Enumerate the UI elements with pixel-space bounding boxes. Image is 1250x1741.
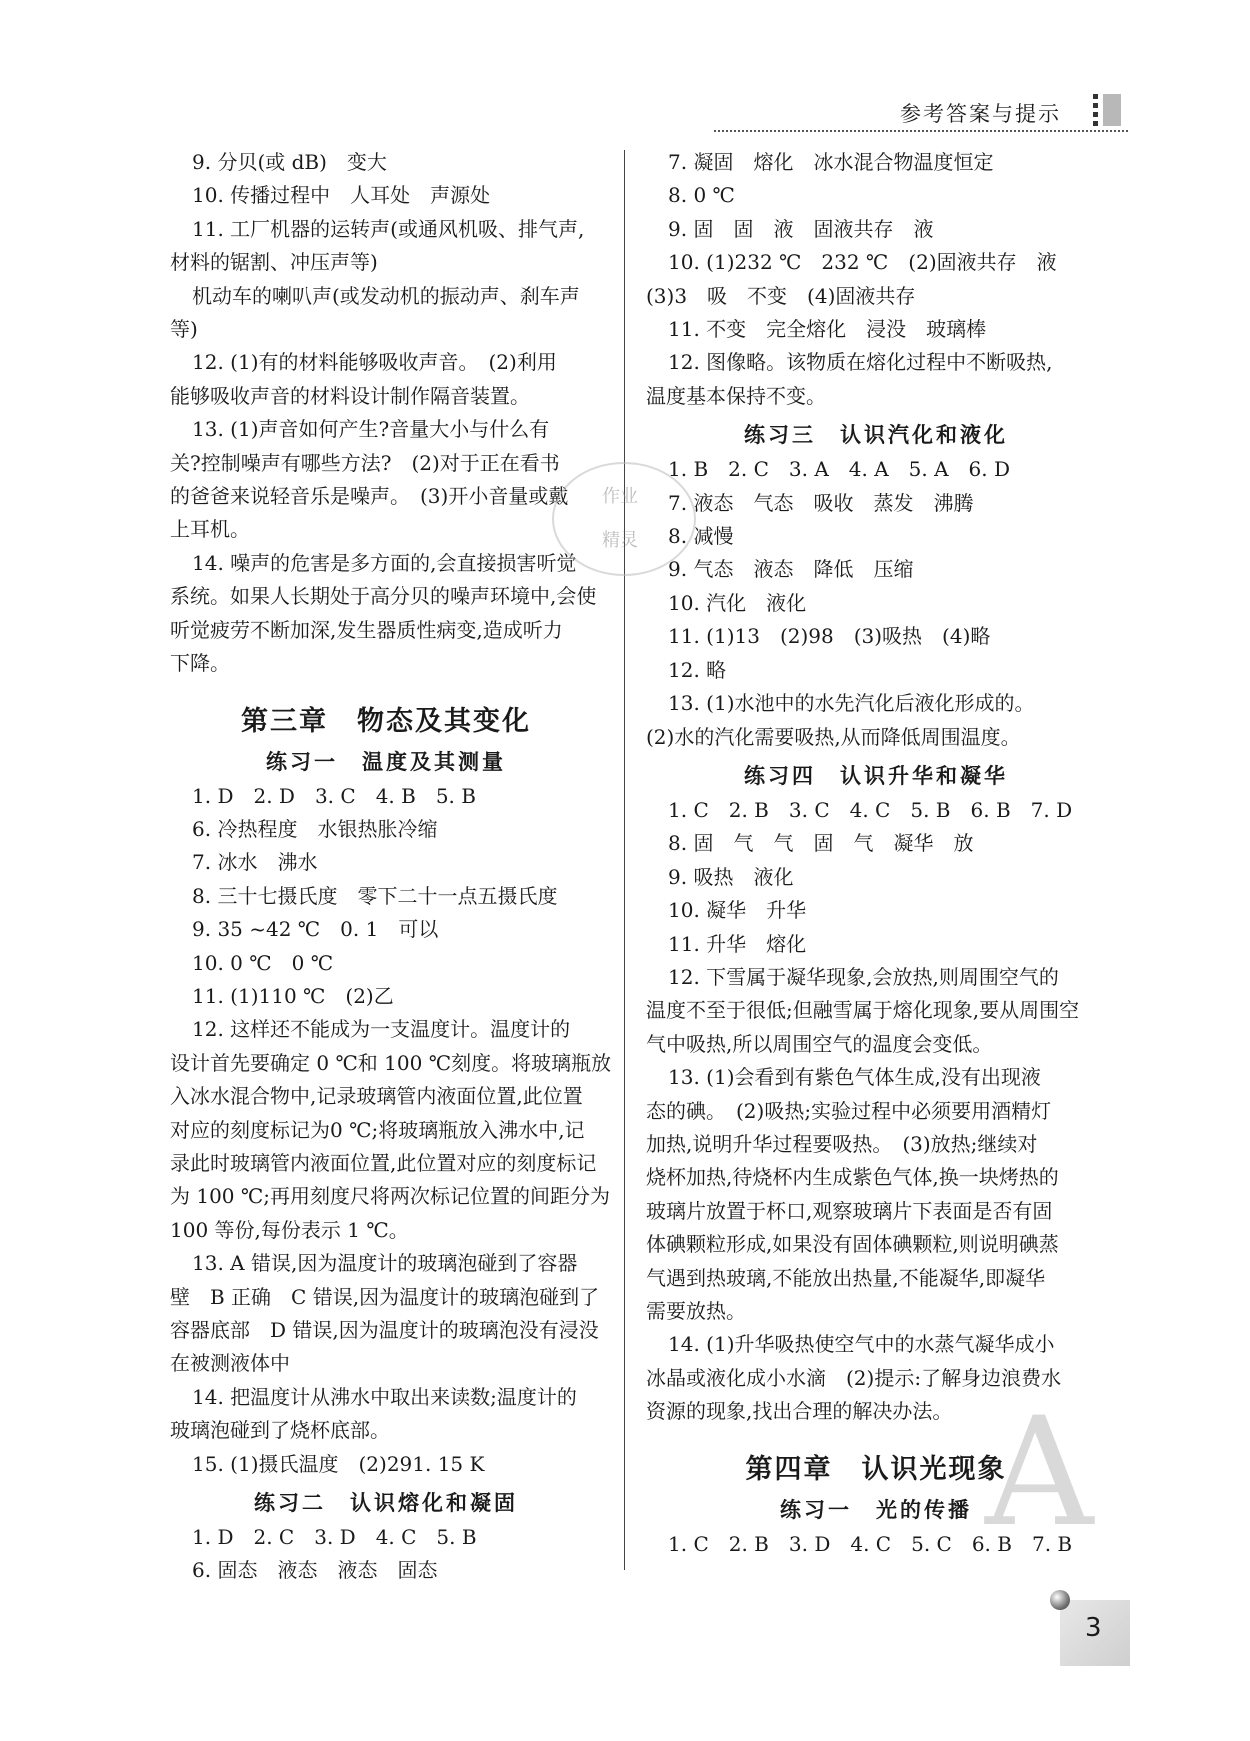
answer-line: 9. 分贝(或 dB) 变大 — [192, 150, 387, 174]
answer-line: 13. A 错误,因为温度计的玻璃泡碰到了容器 — [192, 1251, 578, 1276]
answer-line: 1. B 2. C 3. A 4. A 5. A 6. D — [668, 457, 1011, 482]
chapter-heading: 第三章 物态及其变化 — [241, 705, 531, 737]
answer-line: 1. D 2. C 3. D 4. C 5. B — [192, 1525, 477, 1550]
answer-line: 12. 下雪属于凝华现象,会放热,则周围空气的 — [668, 964, 1059, 989]
page-dot-icon — [1050, 1590, 1070, 1610]
answer-line: 13. (1)水池中的水先汽化后液化形成的。 — [668, 691, 1035, 716]
section-heading: 练习二 认识熔化和凝固 — [254, 1491, 518, 1516]
answer-line: 为 100 ℃;再用刻度尺将两次标记位置的间距分为 — [170, 1184, 610, 1209]
answer-line: 听觉疲劳不断加深,发生器质性病变,造成听力 — [170, 617, 563, 642]
answer-line: 入冰水混合物中,记录玻璃管内液面位置,此位置 — [170, 1084, 583, 1109]
section-heading: 练习一 光的传播 — [780, 1497, 972, 1522]
answer-line: 100 等份,每份表示 1 ℃。 — [170, 1217, 409, 1242]
answer-line: 7. 冰水 沸水 — [192, 850, 318, 875]
answer-line: 8. 固 气 气 固 气 凝华 放 — [668, 831, 974, 856]
answer-line: 1. C 2. B 3. C 4. C 5. B 6. B 7. D — [668, 797, 1073, 822]
answer-line: 13. (1)会看到有紫色气体生成,没有出现液 — [668, 1065, 1041, 1090]
answer-line: 8. 0 ℃ — [668, 183, 735, 208]
answer-line: 9. 气态 液态 降低 压缩 — [668, 557, 914, 582]
answer-line: 11. (1)110 ℃ (2)乙 — [192, 983, 394, 1008]
answer-line: 玻璃泡碰到了烧杯底部。 — [170, 1418, 390, 1443]
answer-line: 冰晶或液化成小水滴 (2)提示:了解身边浪费水 — [646, 1365, 1062, 1390]
right-column — [646, 146, 1106, 1561]
page-number: 3 — [1085, 1613, 1102, 1643]
answer-line: 下降。 — [170, 651, 230, 676]
answer-line: 设计首先要确定 0 ℃和 100 ℃刻度。将玻璃瓶放 — [170, 1050, 612, 1075]
answer-line: 需要放热。 — [646, 1299, 746, 1323]
section-heading: 练习一 温度及其测量 — [266, 749, 506, 774]
answer-line: 材料的锯割、冲压声等) — [170, 250, 378, 275]
answer-line: 上耳机。 — [170, 517, 250, 542]
section-heading: 练习三 认识汽化和液化 — [744, 423, 1008, 448]
answer-line: 11. 工厂机器的运转声(或通风机吸、排气声, — [192, 216, 585, 241]
answer-line: 10. 汽化 液化 — [668, 590, 807, 615]
answer-line: 加热,说明升华过程要吸热。 (3)放热;继续对 — [646, 1131, 1038, 1156]
column-divider — [624, 150, 625, 1570]
answer-line: 体碘颗粒形成,如果没有固体碘颗粒,则说明碘蒸 — [646, 1232, 1059, 1257]
answer-line: 11. (1)13 (2)98 (3)吸热 (4)略 — [668, 624, 991, 649]
answer-line: 1. C 2. B 3. D 4. C 5. C 6. B 7. B — [668, 1531, 1073, 1556]
answer-line: 机动车的喇叭声(或发动机的振动声、刹车声 — [192, 283, 580, 308]
answer-line: 录此时玻璃管内液面位置,此位置对应的刻度标记 — [170, 1150, 597, 1175]
header-block — [1103, 94, 1121, 126]
answer-line: 14. 把温度计从沸水中取出来读数;温度计的 — [192, 1384, 577, 1409]
answer-line: 关?控制噪声有哪些方法? (2)对于正在看书 — [170, 450, 560, 475]
watermark-stamp — [552, 462, 696, 576]
answer-line: 系统。如果人长期处于高分贝的噪声环境中,会使 — [170, 584, 597, 609]
answer-line: 烧杯加热,待烧杯内生成紫色气体,换一块烤热的 — [646, 1165, 1059, 1190]
left-column — [170, 146, 612, 1588]
answer-line: 11. 不变 完全熔化 浸没 玻璃棒 — [668, 317, 987, 342]
header-stripe — [1093, 94, 1098, 126]
answer-line: 温度基本保持不变。 — [646, 383, 826, 408]
answer-line: 等) — [170, 317, 198, 342]
answer-line: 14. 噪声的危害是多方面的,会直接损害听觉 — [192, 550, 577, 575]
section-heading: 练习四 认识升华和凝华 — [744, 763, 1008, 788]
answer-line: 6. 冷热程度 水银热胀冷缩 — [192, 816, 438, 841]
answer-line: 11. 升华 熔化 — [668, 931, 807, 956]
answer-line: 7. 液态 气态 吸收 蒸发 沸腾 — [668, 490, 974, 515]
answer-line: 态的碘。 (2)吸热;实验过程中必须要用酒精灯 — [646, 1098, 1052, 1123]
answer-line: 能够吸收声音的材料设计制作隔音装置。 — [170, 383, 530, 408]
answer-line: 壁 B 正确 C 错误,因为温度计的玻璃泡碰到了 — [170, 1284, 600, 1309]
answer-line: 1. D 2. D 3. C 4. B 5. B — [192, 783, 476, 808]
stamp-text: 精灵 — [602, 530, 638, 551]
answer-line: 10. 凝华 升华 — [668, 898, 807, 923]
answer-line: 9. 固 固 液 固液共存 液 — [668, 216, 934, 241]
header-title: 参考答案与提示 — [900, 102, 1061, 126]
answer-line: 玻璃片放置于杯口,观察玻璃片下表面是否有固 — [646, 1198, 1053, 1223]
answer-line: 13. (1)声音如何产生?音量大小与什么有 — [192, 417, 550, 442]
decorative-letter: A — [985, 1386, 1094, 1560]
answer-line: 12. 这样还不能成为一支温度计。温度计的 — [192, 1017, 571, 1042]
answer-line: 8. 减慢 — [668, 524, 734, 549]
answer-line: (2)水的汽化需要吸热,从而降低周围温度。 — [646, 724, 1021, 749]
answer-line: 对应的刻度标记为0 ℃;将玻璃瓶放入沸水中,记 — [170, 1117, 585, 1142]
answer-line: 12. 图像略。该物质在熔化过程中不断吸热, — [668, 350, 1053, 375]
answer-line: 12. (1)有的材料能够吸收声音。 (2)利用 — [192, 350, 557, 375]
answer-line: 的爸爸来说轻音乐是噪声。 (3)开小音量或戴 — [170, 484, 569, 509]
header-rule — [714, 130, 1128, 132]
answer-line: 10. (1)232 ℃ 232 ℃ (2)固液共存 液 — [668, 250, 1057, 275]
answer-line: 温度不至于很低;但融雪属于熔化现象,要从周围空 — [646, 998, 1080, 1023]
answer-line: (3)3 吸 不变 (4)固液共存 — [646, 283, 916, 308]
header-decoration — [1093, 94, 1121, 126]
answer-line: 8. 三十七摄氏度 零下二十一点五摄氏度 — [192, 883, 558, 908]
answer-line: 14. (1)升华吸热使空气中的水蒸气凝华成小 — [668, 1332, 1055, 1357]
answer-line: 7. 凝固 熔化 冰水混合物温度恒定 — [668, 150, 994, 174]
answer-line: 气中吸热,所以周围空气的温度会变低。 — [646, 1031, 993, 1056]
stamp-text: 作业 — [602, 486, 638, 507]
answer-line: 12. 略 — [668, 657, 727, 682]
answer-line: 容器底部 D 错误,因为温度计的玻璃泡没有浸没 — [170, 1318, 599, 1342]
answer-line: 6. 固态 液态 液态 固态 — [192, 1558, 438, 1583]
answer-line: 15. (1)摄氏温度 (2)291. 15 K — [192, 1451, 485, 1476]
answer-line: 在被测液体中 — [170, 1351, 290, 1376]
answer-line: 9. 35 ~42 ℃ 0. 1 可以 — [192, 917, 439, 942]
answer-line: 资源的现象,找出合理的解决办法。 — [646, 1399, 953, 1424]
answer-line: 10. 传播过程中 人耳处 声源处 — [192, 183, 491, 208]
answer-line: 10. 0 ℃ 0 ℃ — [192, 950, 334, 975]
answer-line: 9. 吸热 液化 — [668, 864, 794, 889]
answer-line: 气遇到热玻璃,不能放出热量,不能凝华,即凝华 — [646, 1265, 1046, 1290]
chapter-heading: 第四章 认识光现象 — [745, 1453, 1007, 1485]
